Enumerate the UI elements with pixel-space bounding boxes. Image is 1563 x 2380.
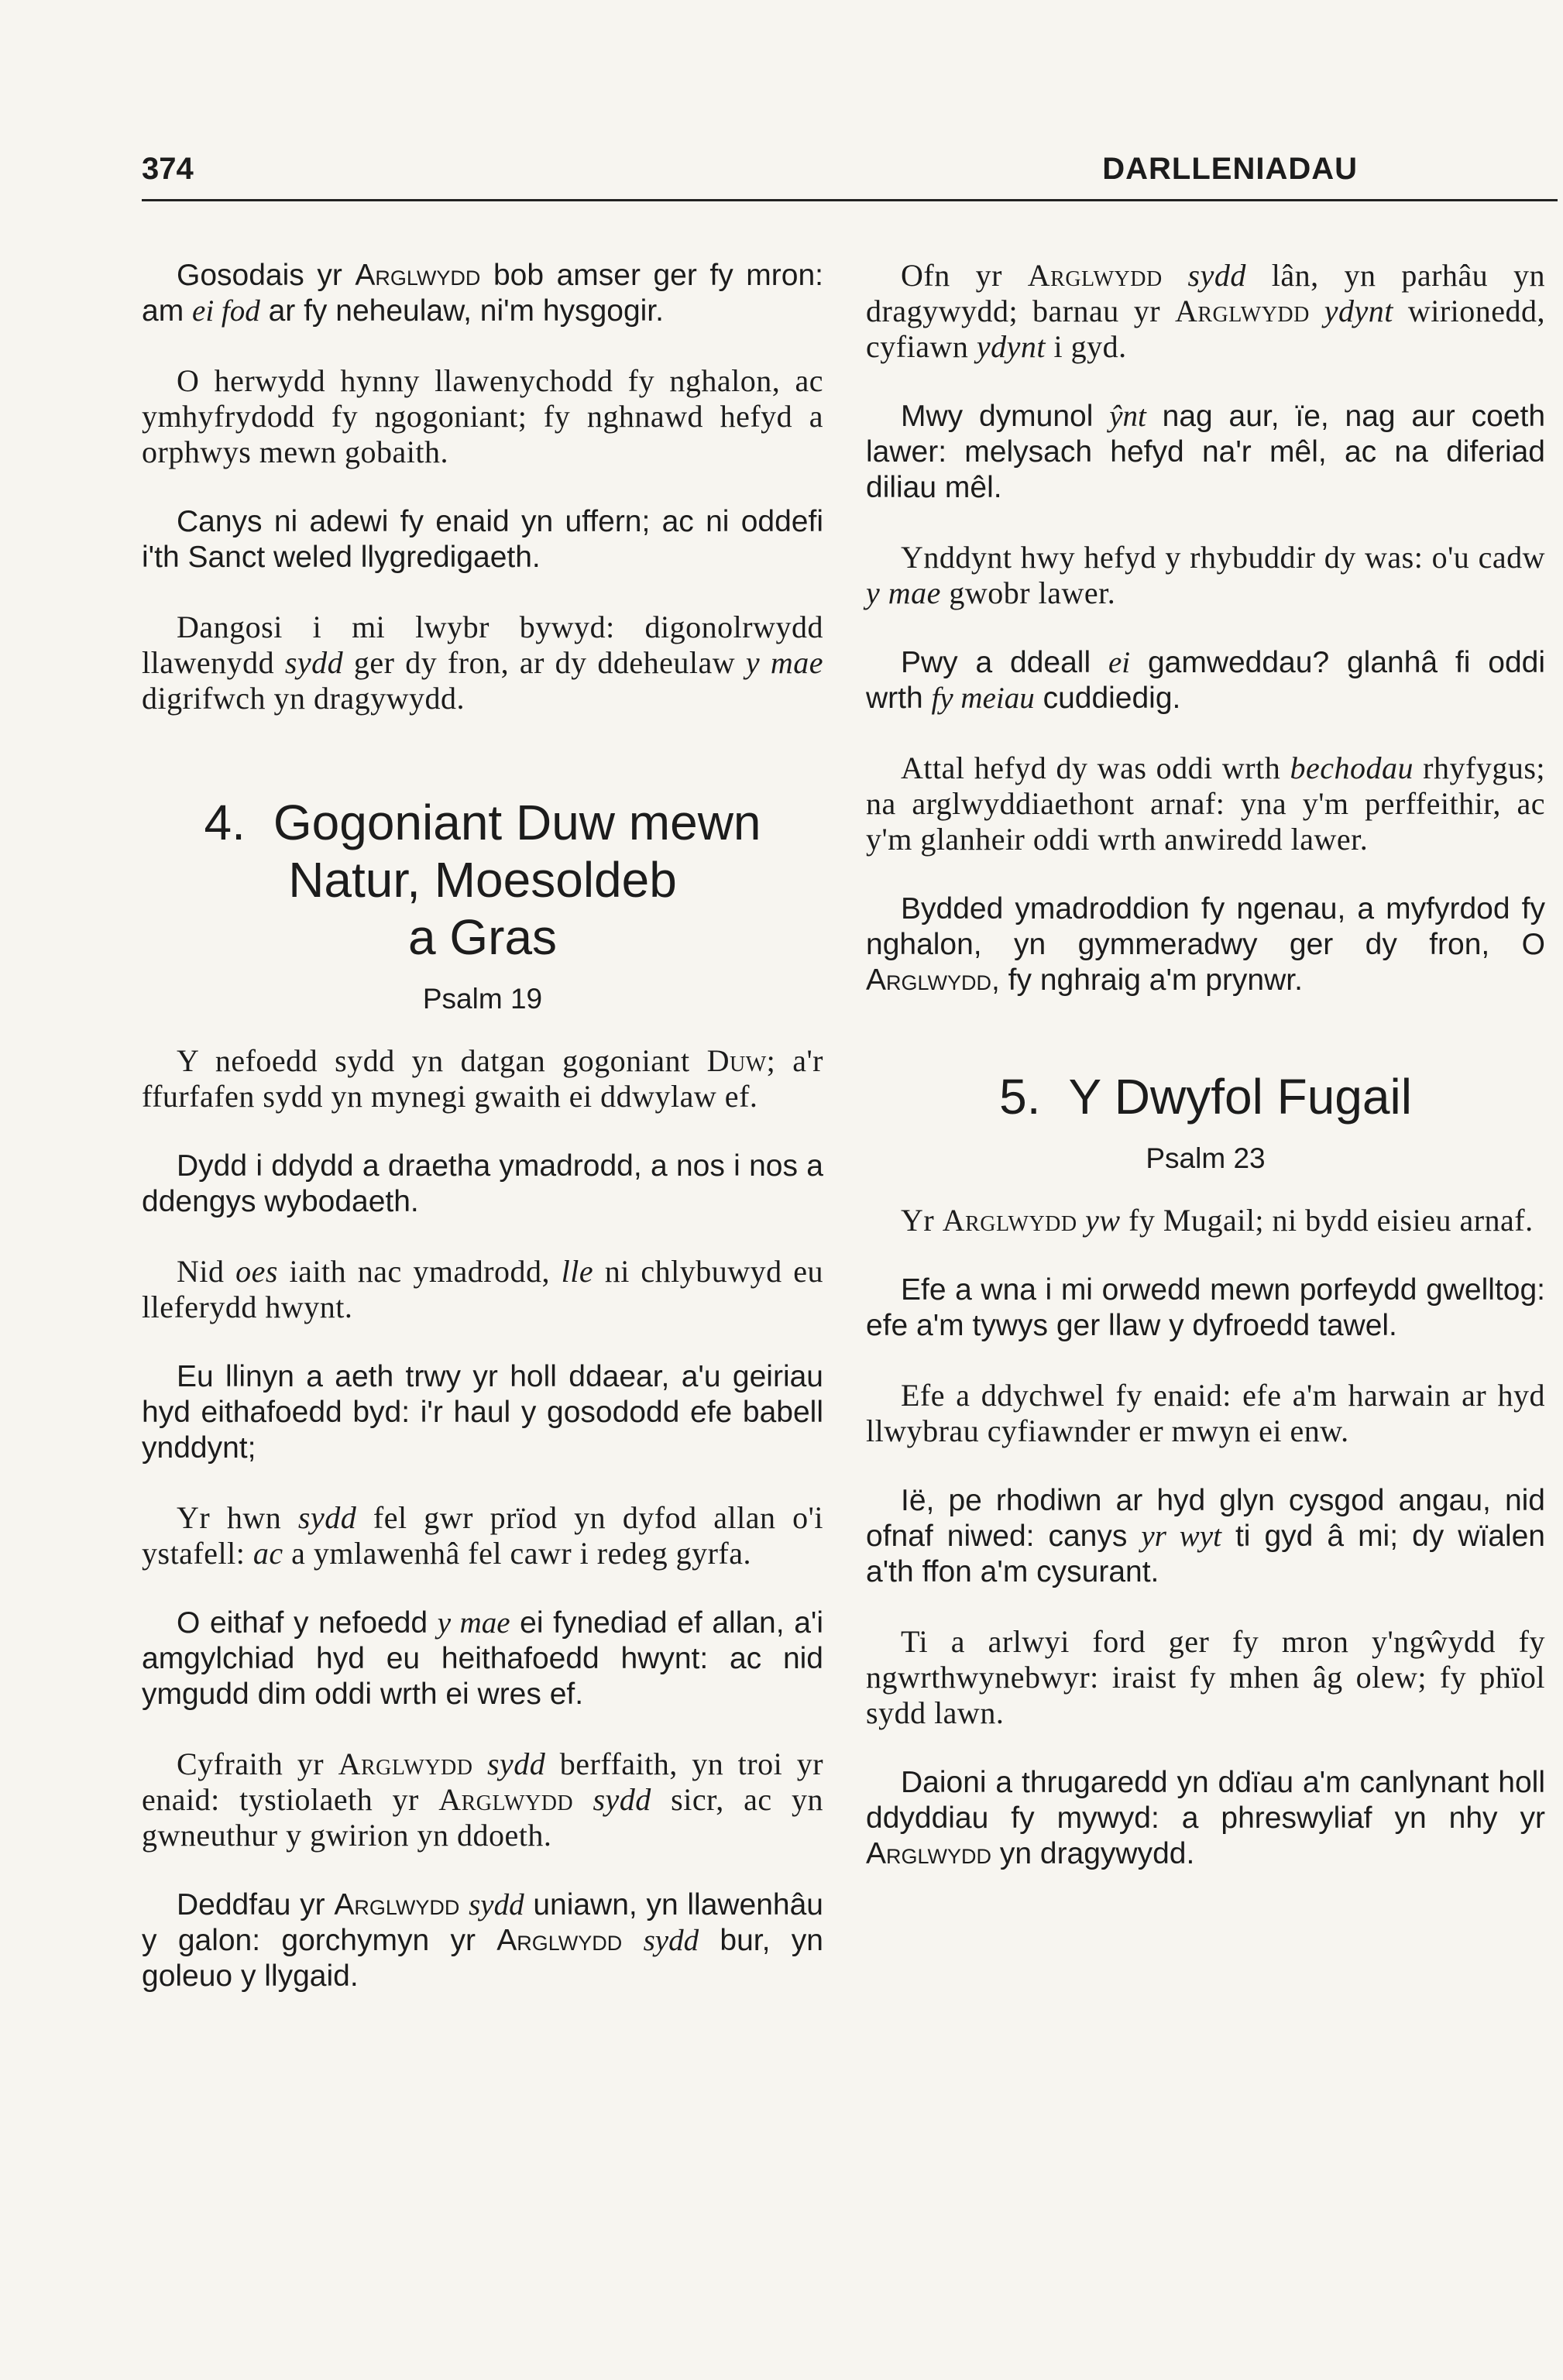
verse: Gosodais yr Arglwydd bob amser ger fy mron: am ei fod ar fy neheulaw, ni'm hysgogir. xyxy=(142,259,824,328)
left-verses-top xyxy=(142,258,823,716)
small-caps-word: Arglwydd xyxy=(866,1837,992,1870)
italic-word: y mae xyxy=(437,1606,510,1640)
italic-word: sydd xyxy=(469,1888,524,1922)
right-verses-top xyxy=(866,258,1545,998)
verse: Deddfau yr Arglwydd sydd uniawn, yn llawenhâu y galon: gorchymyn yr Arglwydd sydd bur, yn goleuo y llygaid. xyxy=(142,1888,823,1993)
verse: Ti a arlwyi ford ger fy mron y'ngŵydd fy ngwrthwynebwyr: iraist fy mhen âg olew; fy phïol sydd lawn. xyxy=(866,1624,1545,1730)
italic-word: ac xyxy=(252,1536,283,1571)
italic-word: fy meiau xyxy=(931,682,1035,715)
verse: Attal hefyd dy was oddi wrth bechodau rhyfygus; na arglwyddiaethont arnaf: yna y'm perffeithir, ac y'm glanheir oddi wrth anwiredd lawer. xyxy=(866,750,1545,857)
italic-word: ydynt xyxy=(976,329,1046,364)
italic-word: ei xyxy=(1108,646,1131,679)
italic-word: ei fod xyxy=(192,294,260,328)
small-caps-word: Arglwydd xyxy=(338,1746,473,1781)
italic-word: y mae xyxy=(745,645,823,680)
italic-word: sydd xyxy=(486,1746,546,1781)
section-number: 5. xyxy=(999,1069,1041,1125)
italic-word: sydd xyxy=(284,645,344,680)
section-heading-5 xyxy=(866,1068,1545,1175)
italic-word: sydd xyxy=(1187,258,1246,293)
italic-word: sydd xyxy=(643,1924,699,1957)
verse: Yr Arglwydd yw fy Mugail; ni bydd eisieu arnaf. xyxy=(901,1203,1534,1238)
verse: Dydd i ddydd a draetha ymadrodd, a nos i nos a ddengys wybodaeth. xyxy=(142,1149,823,1218)
verse: Ië, pe rhodiwn ar hyd glyn cysgod angau, nid ofnaf niwed: canys yr wyt ti gyd â mi; dy wïalen a'th ffon a'm cysurant. xyxy=(866,1484,1545,1588)
verse: Yr hwn sydd fel gwr prïod yn dyfod allan o'i ystafell: ac a ymlawenhâ fel cawr i redeg gyrfa. xyxy=(142,1500,824,1571)
section-title-line: Gogoniant Duw mewn xyxy=(273,795,761,850)
small-caps-word: Duw xyxy=(706,1043,767,1078)
psalm-reference: Psalm 23 xyxy=(1146,1142,1266,1174)
verse: Eu llinyn a aeth trwy yr holl ddaear, a'u geiriau hyd eithafoedd byd: i'r haul y gosododd efe babell ynddynt; xyxy=(142,1360,823,1465)
small-caps-word: Arglwydd xyxy=(1174,294,1310,328)
section-heading-4 xyxy=(142,794,823,1015)
left-column xyxy=(142,258,823,2028)
header-rule xyxy=(142,199,1558,201)
small-caps-word: Arglwydd xyxy=(942,1203,1077,1238)
section-title-line: a Gras xyxy=(407,909,558,965)
italic-word: yw xyxy=(1085,1203,1121,1238)
small-caps-word: Arglwydd xyxy=(1027,258,1163,293)
section-title xyxy=(866,1068,1545,1125)
italic-word: y mae xyxy=(866,575,941,610)
small-caps-word: Arglwydd xyxy=(496,1924,623,1957)
italic-word: sydd xyxy=(593,1782,651,1817)
italic-word: oes xyxy=(235,1254,278,1289)
small-caps-word: Arglwydd xyxy=(355,259,481,292)
small-caps-word: Arglwydd xyxy=(334,1888,460,1922)
left-verses-bottom xyxy=(142,1043,823,1994)
verse: Dangosi i mi lwybr bywyd: digonolrwydd llawenydd sydd ger dy fron, ar dy ddeheulaw y mae digrifwch yn dragywydd. xyxy=(142,610,823,716)
section-number: 4. xyxy=(204,795,246,850)
verse: Ofn yr Arglwydd sydd lân, yn parhâu yn dragywydd; barnau yr Arglwydd ydynt wirionedd, cyfiawn ydynt i gyd. xyxy=(866,258,1546,364)
verse: Efe a wna i mi orwedd mewn porfeydd gwelltog: efe a'm tywys ger llaw y dyfroedd tawel. xyxy=(866,1273,1545,1342)
italic-word: sydd xyxy=(297,1500,357,1535)
italic-word: ydynt xyxy=(1324,294,1393,328)
verse: O herwydd hynny llawenychodd fy nghalon, ac ymhyfrydodd fy ngogoniant; fy nghnawd hefyd a orphwys mewn gobaith. xyxy=(142,363,823,469)
verse: Cyfraith yr Arglwydd sydd berffaith, yn troi yr enaid: tystiolaeth yr Arglwydd sydd sicr, ac yn gwneuthur y gwirion yn ddoeth. xyxy=(142,1746,824,1853)
verse: Daioni a thrugaredd yn ddïau a'm canlynant holl ddyddiau fy mywyd: a phreswyliaf yn nhy yr Arglwydd yn dragywydd. xyxy=(866,1766,1545,1870)
right-column xyxy=(866,258,1545,1906)
italic-word: ŷnt xyxy=(1109,400,1146,433)
section-title-line: Natur, Moesoldeb xyxy=(288,852,677,908)
page-header xyxy=(142,146,1427,194)
verse: Efe a ddychwel fy enaid: efe a'm harwain ar hyd llwybrau cyfiawnder er mwyn ei enw. xyxy=(866,1378,1545,1448)
italic-word: lle xyxy=(561,1254,594,1289)
italic-word: bechodau xyxy=(1290,750,1414,785)
running-title: DARLLENIADAU xyxy=(1102,152,1358,186)
verse: Bydded ymadroddion fy ngenau, a myfyrdod fy nghalon, yn gymmeradwy ger dy fron, O Arglwydd, fy nghraig a'm prynwr. xyxy=(866,892,1545,997)
page-number: 374 xyxy=(142,152,194,186)
italic-word: yr wyt xyxy=(1141,1520,1221,1553)
verse: Nid oes iaith nac ymadrodd, lle ni chlybuwyd eu lleferydd hwynt. xyxy=(142,1254,824,1324)
verse: Y nefoedd sydd yn datgan gogoniant Duw; a'r ffurfafen sydd yn mynegi gwaith ei ddwylaw ef. xyxy=(142,1043,823,1114)
small-caps-word: Arglwydd xyxy=(438,1782,574,1817)
section-title-line: Y Dwyfol Fugail xyxy=(1068,1069,1412,1125)
verse: Mwy dymunol ŷnt nag aur, ïe, nag aur coeth lawer: melysach hefyd na'r mêl, ac na diferiad diliau mêl. xyxy=(866,400,1546,504)
section-title xyxy=(142,794,823,966)
verse: Ynddynt hwy hefyd y rhybuddir dy was: o'u cadw y mae gwobr lawer. xyxy=(866,540,1545,610)
verse: O eithaf y nefoedd y mae ei fynediad ef allan, a'i amgylchiad hyd eu heithafoedd hwynt: ac nid ymgudd dim oddi wrth ei wres ef. xyxy=(142,1606,823,1711)
verse: Pwy a ddeall ei gamweddau? glanhâ fi oddi wrth fy meiau cuddiedig. xyxy=(866,646,1545,715)
small-caps-word: Arglwydd xyxy=(866,963,992,997)
right-verses-bottom xyxy=(866,1203,1545,1872)
verse: Canys ni adewi fy enaid yn uffern; ac ni oddefi i'th Sanct weled llygredigaeth. xyxy=(142,505,823,574)
psalm-reference: Psalm 19 xyxy=(422,983,543,1015)
